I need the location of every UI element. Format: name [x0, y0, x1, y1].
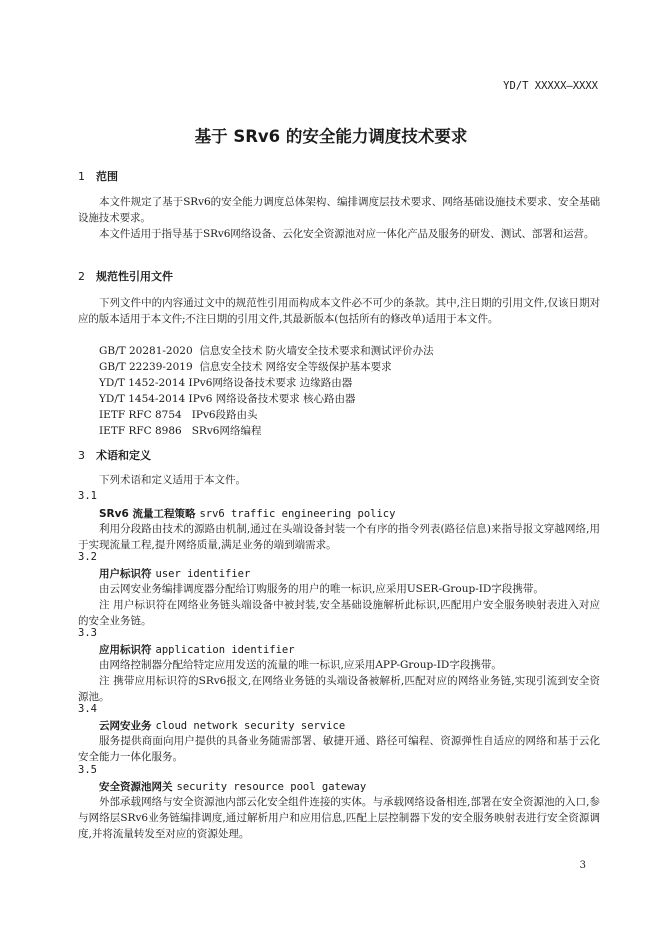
term-heading: [99, 718, 345, 733]
section-heading-terms: [78, 447, 151, 463]
document-title: 基于 SRv6 的安全能力调度技术要求: [194, 127, 468, 146]
scope-paragraph-1: 本文件规定了基于SRv6的安全能力调度总体架构、编排调度层技术要求、网络基础设施技术要求、安全基础设施技术要求。: [78, 196, 600, 224]
term-name-zh: SRv6 流量工程策略: [99, 508, 196, 520]
reference-item: GB/T 22239-2019 信息安全技术 网络安全等级保护基本要求: [99, 361, 392, 373]
term-name-zh: 用户标识符: [99, 568, 152, 580]
section-title: 规范性引用文件: [96, 270, 173, 283]
section-number: 3: [78, 449, 85, 462]
doc-code: YD/T XXXXX—XXXX: [503, 80, 598, 92]
term-definition: 利用分段路由技术的源路由机制,通过在头端设备封装一个有序的指令列表(路径信息)来指导报文穿越网络,用于实现流量工程,提升网络质量,满足业务的端到端需求。: [78, 523, 600, 551]
term-number: 3.5: [78, 764, 97, 776]
term-name-en: cloud network security service: [155, 720, 346, 732]
term-name-zh: 安全资源池网关: [99, 781, 173, 793]
term-name-zh: 云网安业务: [99, 720, 152, 732]
page-number: 3: [579, 860, 586, 871]
reference-item: YD/T 1452-2014 IPv6网络设备技术要求 边缘路由器: [99, 377, 353, 389]
section-heading-scope: [78, 168, 118, 184]
section-title: 术语和定义: [96, 449, 151, 462]
reference-item: YD/T 1454-2014 IPv6 网络设备技术要求 核心路由器: [99, 393, 356, 405]
term-number: 3.3: [78, 627, 97, 639]
term-heading: [99, 779, 366, 794]
references-intro: 下列文件中的内容通过文中的规范性引用而构成本文件必不可少的条款。其中,注日期的引用文件,仅该日期对应的版本适用于本文件;不注日期的引用文件,其最新版本(包括所有的修改单)适用于本文件。: [78, 297, 600, 325]
terms-intro: 下列术语和定义适用于本文件。: [99, 474, 246, 486]
term-definition: 由云网安业务编排调度器分配给订购服务的用户的唯一标识,应采用USER-Group-ID字段携带。: [99, 583, 544, 595]
term-heading: [99, 642, 295, 657]
section-number: 2: [78, 270, 85, 283]
term-number: 3.1: [78, 490, 97, 502]
term-number: 3.4: [78, 703, 97, 715]
section-title: 范围: [96, 170, 118, 183]
term-definition: 由网络控制器分配给特定应用发送的流量的唯一标识,应采用APP-Group-ID字段携带。: [99, 659, 502, 671]
term-heading: [99, 506, 395, 521]
reference-item: IETF RFC 8986 SRv6网络编程: [99, 425, 262, 437]
term-heading: [99, 566, 250, 581]
term-name-en: security resource pool gateway: [176, 781, 367, 793]
term-note: 注 携带应用标识符的SRv6报文,在网络业务链的头端设备被解析,匹配对应的网络业务链,实现引流到安全资源池。: [78, 675, 600, 703]
reference-item: IETF RFC 8754 IPv6段路由头: [99, 409, 258, 421]
reference-item: GB/T 20281-2020 信息安全技术 防火墙安全技术要求和测试评价办法: [99, 345, 434, 357]
section-heading-references: [78, 268, 173, 284]
term-number: 3.2: [78, 551, 97, 563]
term-note: 注 用户标识符在网络业务链头端设备中被封装,安全基础设施解析此标识,匹配用户安全服务映射表进入对应的安全业务链。: [78, 599, 600, 627]
term-definition: 服务提供商面向用户提供的具备业务随需部署、敏捷开通、路径可编程、资源弹性自适应的网络和基于云化安全能力一体化服务。: [78, 735, 600, 763]
term-definition: 外部承载网络与安全资源池内部云化安全组件连接的实体。与承载网络设备相连,部署在安全资源池的入口,参与网络层SRv6业务链编排调度,通过解析用户和应用信息,匹配上层控制器下发的安全服务映射表进行安全资源调度,并将流量转发至对应的资源处理。: [78, 796, 600, 840]
section-number: 1: [78, 170, 85, 183]
term-name-en: user identifier: [155, 568, 251, 580]
term-name-zh: 应用标识符: [99, 644, 152, 656]
term-name-en: srv6 traffic engineering policy: [199, 508, 396, 520]
term-name-en: application identifier: [155, 644, 295, 656]
scope-paragraph-2: 本文件适用于指导基于SRv6网络设备、云化安全资源池对应一体化产品及服务的研发、测试、部署和运营。: [99, 228, 595, 240]
